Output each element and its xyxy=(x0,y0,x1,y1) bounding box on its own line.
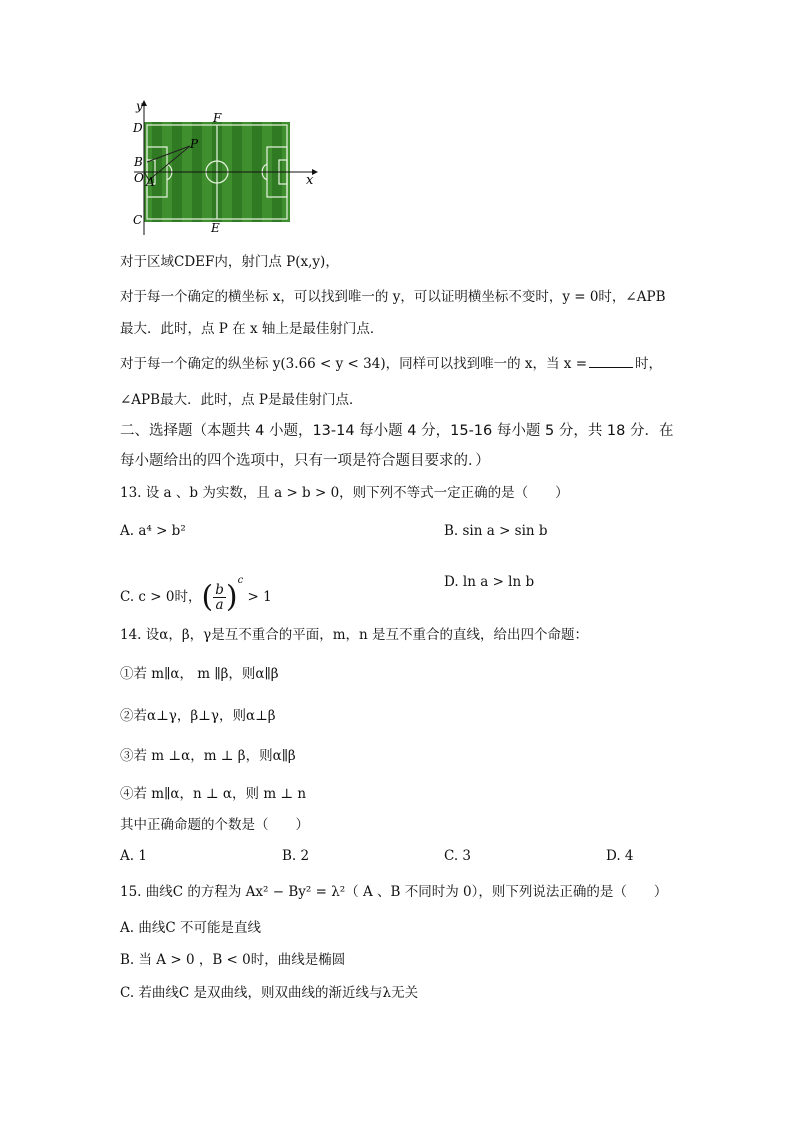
q14-stem: 14. 设α，β，γ是互不重合的平面，m，n 是互不重合的直线，给出四个命题： xyxy=(120,627,589,643)
label-D: D xyxy=(133,121,143,135)
answer-blank xyxy=(589,355,633,368)
q14-option-c: C. 3 xyxy=(444,848,472,864)
q13-option-c-fraction: $\frac{b}{a}$ xyxy=(215,582,224,613)
section-2-line-1: 二、选择题（本题共 4 小题，13-14 每小题 4 分，15-16 每小题 5 分，共 18 分．在 xyxy=(120,423,674,439)
label-E: E xyxy=(211,221,220,235)
text-line-5: ∠APB最大．此时，点 P是最佳射门点． xyxy=(120,392,363,408)
q13-option-b: B. sin a > sin b xyxy=(444,523,548,539)
q14-proposition-3: ③若 m ⊥α，m ⊥ β，则α∥β xyxy=(120,748,296,764)
q14-proposition-4: ④若 m∥α，n ⊥ α，则 m ⊥ n xyxy=(120,786,307,802)
q14-proposition-1: ①若 m∥α， m ∥β，则α∥β xyxy=(120,666,279,682)
q15-option-a: A. 曲线C 不可能是直线 xyxy=(120,920,261,936)
section-2-line-2: 每小题给出的四个选项中，只有一项是符合题目要求的．） xyxy=(120,453,490,469)
q13-option-c-exponent: c xyxy=(237,575,244,586)
text-line-4 xyxy=(120,354,662,374)
soccer-field-figure xyxy=(122,100,342,240)
q15-option-b: B. 当 A > 0 ，B < 0时，曲线是椭圆 xyxy=(120,952,346,968)
q13-option-c: C. c > 0时，( $\frac{b}{a}$ )$^c$ > 1 xyxy=(120,575,272,615)
label-F: F xyxy=(213,111,222,125)
label-x: x xyxy=(306,173,314,188)
q13-stem: 13. 设 a 、b 为实数，且 a > b > 0，则下列不等式一定正确的是（ ） xyxy=(120,485,569,501)
q14-option-d: D. 4 xyxy=(606,848,634,864)
label-B: B xyxy=(134,155,143,169)
q14-question: 其中正确命题的个数是（ ） xyxy=(120,817,309,833)
q14-option-a: A. 1 xyxy=(120,848,147,864)
label-C: C xyxy=(133,213,143,227)
q15-stem: 15. 曲线C 的方程为 Ax² − By² = λ²（ A 、B 不同时为 0），则下列说法正确的是（ ） xyxy=(120,884,668,900)
text-line-1: 对于区域CDEF内，射门点 P(x,y)， xyxy=(120,254,339,270)
q13-option-d: D. ln a > ln b xyxy=(444,574,535,590)
text-line-4-main: 对于每一个确定的纵坐标 y(3.66 < y < 34)，同样可以找到唯一的 x，当 x = xyxy=(120,356,588,372)
q14-proposition-2: ②若α⊥γ，β⊥γ，则α⊥β xyxy=(120,708,276,724)
q15-option-c: C. 若曲线C 是双曲线，则双曲线的渐近线与λ无关 xyxy=(120,985,419,1001)
label-O: O xyxy=(134,171,144,185)
text-line-2: 对于每一个确定的横坐标 x，可以找到唯一的 y，可以证明横坐标不变时，y = 0时，∠APB xyxy=(120,289,666,305)
label-P: P xyxy=(190,137,199,151)
text-line-3: 最大．此时，点 P 在 x 轴上是最佳射门点． xyxy=(120,321,384,337)
q13-option-c-prefix: C. c > 0时， xyxy=(120,589,202,605)
q14-option-b: B. 2 xyxy=(282,848,310,864)
q13-option-c-suffix: > 1 xyxy=(247,589,272,605)
text-line-4-end: 时， xyxy=(635,356,663,372)
label-A: A xyxy=(146,175,155,189)
q13-option-a: A. a⁴ > b² xyxy=(120,523,186,539)
label-y: y xyxy=(136,100,143,113)
